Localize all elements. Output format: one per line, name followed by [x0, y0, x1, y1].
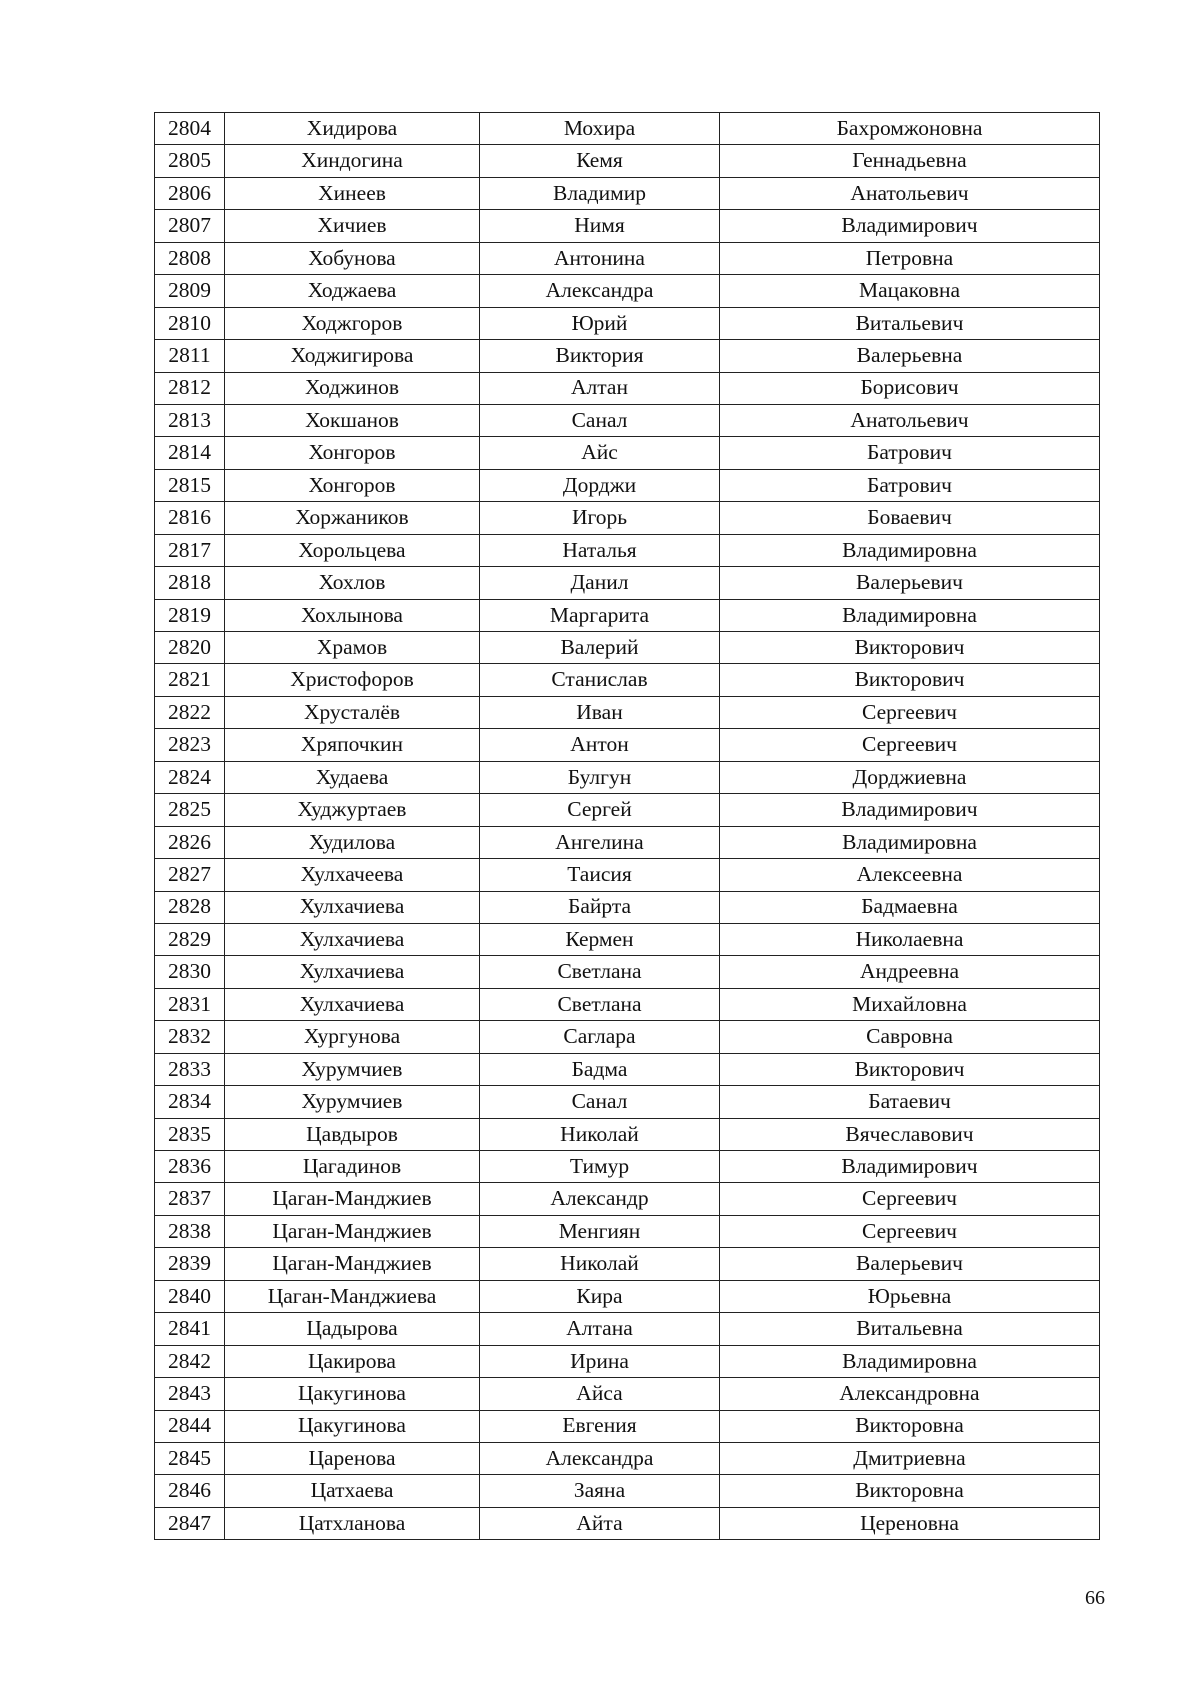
patronymic-cell: Юрьевна — [720, 1280, 1100, 1312]
table-row — [155, 437, 1100, 469]
last-name-cell: Хоржаников — [225, 502, 480, 534]
last-name-cell: Хорольцева — [225, 534, 480, 566]
table-row — [155, 1475, 1100, 1507]
patronymic-cell: Алексеевна — [720, 859, 1100, 891]
table-row — [155, 210, 1100, 242]
first-name-cell: Заяна — [480, 1475, 720, 1507]
row-number-cell: 2839 — [155, 1248, 225, 1280]
last-name-cell: Худилова — [225, 826, 480, 858]
last-name-cell: Цаган-Манджиева — [225, 1280, 480, 1312]
first-name-cell: Данил — [480, 567, 720, 599]
table-row — [155, 534, 1100, 566]
last-name-cell: Худаева — [225, 761, 480, 793]
page-number: 66 — [1085, 1587, 1105, 1609]
first-name-cell: Светлана — [480, 988, 720, 1020]
last-name-cell: Хонгоров — [225, 469, 480, 501]
first-name-cell: Нимя — [480, 210, 720, 242]
last-name-cell: Хиндогина — [225, 145, 480, 177]
row-number-cell: 2845 — [155, 1442, 225, 1474]
table-row — [155, 1345, 1100, 1377]
patronymic-cell: Бадмаевна — [720, 891, 1100, 923]
row-number-cell: 2841 — [155, 1313, 225, 1345]
row-number-cell: 2814 — [155, 437, 225, 469]
row-number-cell: 2843 — [155, 1378, 225, 1410]
patronymic-cell: Дмитриевна — [720, 1442, 1100, 1474]
last-name-cell: Ходжинов — [225, 372, 480, 404]
row-number-cell: 2842 — [155, 1345, 225, 1377]
patronymic-cell: Александровна — [720, 1378, 1100, 1410]
first-name-cell: Таисия — [480, 859, 720, 891]
last-name-cell: Цатхаева — [225, 1475, 480, 1507]
row-number-cell: 2830 — [155, 956, 225, 988]
first-name-cell: Мохира — [480, 113, 720, 145]
first-name-cell: Бадма — [480, 1053, 720, 1085]
table-row — [155, 729, 1100, 761]
row-number-cell: 2813 — [155, 404, 225, 436]
table-row — [155, 145, 1100, 177]
row-number-cell: 2823 — [155, 729, 225, 761]
row-number-cell: 2829 — [155, 923, 225, 955]
row-number-cell: 2832 — [155, 1021, 225, 1053]
row-number-cell: 2834 — [155, 1086, 225, 1118]
row-number-cell: 2815 — [155, 469, 225, 501]
last-name-cell: Ходжигирова — [225, 340, 480, 372]
row-number-cell: 2818 — [155, 567, 225, 599]
first-name-cell: Иван — [480, 696, 720, 728]
table-row — [155, 664, 1100, 696]
first-name-cell: Александра — [480, 275, 720, 307]
patronymic-cell: Анатольевич — [720, 177, 1100, 209]
first-name-cell: Антонина — [480, 242, 720, 274]
patronymic-cell: Вячеславович — [720, 1118, 1100, 1150]
first-name-cell: Евгения — [480, 1410, 720, 1442]
first-name-cell: Айта — [480, 1507, 720, 1539]
table-body — [155, 113, 1100, 1540]
last-name-cell: Христофоров — [225, 664, 480, 696]
row-number-cell: 2840 — [155, 1280, 225, 1312]
patronymic-cell: Николаевна — [720, 923, 1100, 955]
last-name-cell: Хохлынова — [225, 599, 480, 631]
last-name-cell: Цаган-Манджиев — [225, 1248, 480, 1280]
row-number-cell: 2804 — [155, 113, 225, 145]
first-name-cell: Валерий — [480, 632, 720, 664]
patronymic-cell: Батаевич — [720, 1086, 1100, 1118]
table-row — [155, 988, 1100, 1020]
last-name-cell: Хулхачеева — [225, 859, 480, 891]
patronymic-cell: Владимирович — [720, 210, 1100, 242]
first-name-cell: Дорджи — [480, 469, 720, 501]
last-name-cell: Хичиев — [225, 210, 480, 242]
row-number-cell: 2806 — [155, 177, 225, 209]
last-name-cell: Хряпочкин — [225, 729, 480, 761]
row-number-cell: 2819 — [155, 599, 225, 631]
row-number-cell: 2817 — [155, 534, 225, 566]
row-number-cell: 2825 — [155, 794, 225, 826]
patronymic-cell: Андреевна — [720, 956, 1100, 988]
table-row — [155, 1507, 1100, 1539]
first-name-cell: Владимир — [480, 177, 720, 209]
row-number-cell: 2844 — [155, 1410, 225, 1442]
table-row — [155, 761, 1100, 793]
patronymic-cell: Анатольевич — [720, 404, 1100, 436]
table-row — [155, 1215, 1100, 1247]
last-name-cell: Царенова — [225, 1442, 480, 1474]
patronymic-cell: Валерьевна — [720, 340, 1100, 372]
first-name-cell: Николай — [480, 1118, 720, 1150]
first-name-cell: Санал — [480, 404, 720, 436]
patronymic-cell: Мацаковна — [720, 275, 1100, 307]
first-name-cell: Антон — [480, 729, 720, 761]
row-number-cell: 2835 — [155, 1118, 225, 1150]
patronymic-cell: Владимировна — [720, 534, 1100, 566]
first-name-cell: Санал — [480, 1086, 720, 1118]
table-row — [155, 956, 1100, 988]
first-name-cell: Кира — [480, 1280, 720, 1312]
patronymic-cell: Борисович — [720, 372, 1100, 404]
table-row — [155, 469, 1100, 501]
first-name-cell: Айса — [480, 1378, 720, 1410]
row-number-cell: 2811 — [155, 340, 225, 372]
first-name-cell: Станислав — [480, 664, 720, 696]
first-name-cell: Игорь — [480, 502, 720, 534]
last-name-cell: Хрусталёв — [225, 696, 480, 728]
table-row — [155, 1442, 1100, 1474]
last-name-cell: Цаган-Манджиев — [225, 1215, 480, 1247]
table-row — [155, 1410, 1100, 1442]
last-name-cell: Хурумчиев — [225, 1053, 480, 1085]
first-name-cell: Юрий — [480, 307, 720, 339]
row-number-cell: 2846 — [155, 1475, 225, 1507]
patronymic-cell: Сергеевич — [720, 729, 1100, 761]
patronymic-cell: Батрович — [720, 469, 1100, 501]
last-name-cell: Хидирова — [225, 113, 480, 145]
patronymic-cell: Витальевна — [720, 1313, 1100, 1345]
last-name-cell: Цакугинова — [225, 1410, 480, 1442]
patronymic-cell: Сергеевич — [720, 1215, 1100, 1247]
patronymic-cell: Валерьевич — [720, 1248, 1100, 1280]
table-row — [155, 1280, 1100, 1312]
row-number-cell: 2821 — [155, 664, 225, 696]
row-number-cell: 2809 — [155, 275, 225, 307]
patronymic-cell: Михайловна — [720, 988, 1100, 1020]
table-row — [155, 891, 1100, 923]
last-name-cell: Хулхачиева — [225, 988, 480, 1020]
row-number-cell: 2807 — [155, 210, 225, 242]
patronymic-cell: Викторович — [720, 632, 1100, 664]
last-name-cell: Цагадинов — [225, 1151, 480, 1183]
row-number-cell: 2847 — [155, 1507, 225, 1539]
first-name-cell: Булгун — [480, 761, 720, 793]
table-row — [155, 275, 1100, 307]
patronymic-cell: Дорджиевна — [720, 761, 1100, 793]
table-row — [155, 1053, 1100, 1085]
first-name-cell: Ирина — [480, 1345, 720, 1377]
last-name-cell: Цадырова — [225, 1313, 480, 1345]
patronymic-cell: Витальевич — [720, 307, 1100, 339]
row-number-cell: 2838 — [155, 1215, 225, 1247]
patronymic-cell: Савровна — [720, 1021, 1100, 1053]
table-row — [155, 307, 1100, 339]
first-name-cell: Байрта — [480, 891, 720, 923]
last-name-cell: Хохлов — [225, 567, 480, 599]
first-name-cell: Менгиян — [480, 1215, 720, 1247]
table-row — [155, 404, 1100, 436]
row-number-cell: 2836 — [155, 1151, 225, 1183]
first-name-cell: Саглара — [480, 1021, 720, 1053]
row-number-cell: 2831 — [155, 988, 225, 1020]
patronymic-cell: Владимирович — [720, 794, 1100, 826]
patronymic-cell: Владимирович — [720, 1151, 1100, 1183]
last-name-cell: Хулхачиева — [225, 891, 480, 923]
table-row — [155, 1313, 1100, 1345]
first-name-cell: Кемя — [480, 145, 720, 177]
last-name-cell: Хокшанов — [225, 404, 480, 436]
row-number-cell: 2837 — [155, 1183, 225, 1215]
table-row — [155, 859, 1100, 891]
first-name-cell: Маргарита — [480, 599, 720, 631]
last-name-cell: Цавдыров — [225, 1118, 480, 1150]
table-row — [155, 1021, 1100, 1053]
table-row — [155, 1151, 1100, 1183]
table-row — [155, 177, 1100, 209]
first-name-cell: Ангелина — [480, 826, 720, 858]
row-number-cell: 2810 — [155, 307, 225, 339]
row-number-cell: 2812 — [155, 372, 225, 404]
patronymic-cell: Сергеевич — [720, 1183, 1100, 1215]
first-name-cell: Кермен — [480, 923, 720, 955]
first-name-cell: Николай — [480, 1248, 720, 1280]
first-name-cell: Сергей — [480, 794, 720, 826]
last-name-cell: Хургунова — [225, 1021, 480, 1053]
first-name-cell: Наталья — [480, 534, 720, 566]
first-name-cell: Виктория — [480, 340, 720, 372]
last-name-cell: Храмов — [225, 632, 480, 664]
last-name-cell: Цаган-Манджиев — [225, 1183, 480, 1215]
row-number-cell: 2824 — [155, 761, 225, 793]
patronymic-cell: Викторовна — [720, 1475, 1100, 1507]
table-row — [155, 1118, 1100, 1150]
table-row — [155, 923, 1100, 955]
last-name-cell: Цатхланова — [225, 1507, 480, 1539]
row-number-cell: 2808 — [155, 242, 225, 274]
last-name-cell: Хобунова — [225, 242, 480, 274]
patronymic-cell: Геннадьевна — [720, 145, 1100, 177]
last-name-cell: Цакугинова — [225, 1378, 480, 1410]
last-name-cell: Цакирова — [225, 1345, 480, 1377]
first-name-cell: Алтан — [480, 372, 720, 404]
row-number-cell: 2822 — [155, 696, 225, 728]
table-row — [155, 632, 1100, 664]
patronymic-cell: Петровна — [720, 242, 1100, 274]
table-row — [155, 340, 1100, 372]
table-row — [155, 567, 1100, 599]
table-row — [155, 372, 1100, 404]
first-name-cell: Александра — [480, 1442, 720, 1474]
patronymic-cell: Викторович — [720, 664, 1100, 696]
table-row — [155, 502, 1100, 534]
table-row — [155, 1248, 1100, 1280]
table-row — [155, 696, 1100, 728]
patronymic-cell: Викторовна — [720, 1410, 1100, 1442]
first-name-cell: Айс — [480, 437, 720, 469]
last-name-cell: Хулхачиева — [225, 956, 480, 988]
table-row — [155, 599, 1100, 631]
names-table — [154, 112, 1100, 1540]
table-row — [155, 1086, 1100, 1118]
first-name-cell: Тимур — [480, 1151, 720, 1183]
first-name-cell: Александр — [480, 1183, 720, 1215]
last-name-cell: Хулхачиева — [225, 923, 480, 955]
table-row — [155, 113, 1100, 145]
patronymic-cell: Бахромжоновна — [720, 113, 1100, 145]
row-number-cell: 2816 — [155, 502, 225, 534]
table-row — [155, 1183, 1100, 1215]
row-number-cell: 2826 — [155, 826, 225, 858]
patronymic-cell: Владимировна — [720, 599, 1100, 631]
last-name-cell: Хинеев — [225, 177, 480, 209]
patronymic-cell: Боваевич — [720, 502, 1100, 534]
last-name-cell: Хурумчиев — [225, 1086, 480, 1118]
patronymic-cell: Владимировна — [720, 1345, 1100, 1377]
patronymic-cell: Валерьевич — [720, 567, 1100, 599]
row-number-cell: 2820 — [155, 632, 225, 664]
patronymic-cell: Владимировна — [720, 826, 1100, 858]
row-number-cell: 2828 — [155, 891, 225, 923]
patronymic-cell: Батрович — [720, 437, 1100, 469]
patronymic-cell: Цереновна — [720, 1507, 1100, 1539]
first-name-cell: Алтана — [480, 1313, 720, 1345]
last-name-cell: Ходжгоров — [225, 307, 480, 339]
patronymic-cell: Викторович — [720, 1053, 1100, 1085]
row-number-cell: 2805 — [155, 145, 225, 177]
last-name-cell: Хонгоров — [225, 437, 480, 469]
last-name-cell: Худжуртаев — [225, 794, 480, 826]
row-number-cell: 2827 — [155, 859, 225, 891]
table-row — [155, 1378, 1100, 1410]
table-row — [155, 794, 1100, 826]
first-name-cell: Светлана — [480, 956, 720, 988]
table-row — [155, 242, 1100, 274]
patronymic-cell: Сергеевич — [720, 696, 1100, 728]
last-name-cell: Ходжаева — [225, 275, 480, 307]
table-row — [155, 826, 1100, 858]
row-number-cell: 2833 — [155, 1053, 225, 1085]
